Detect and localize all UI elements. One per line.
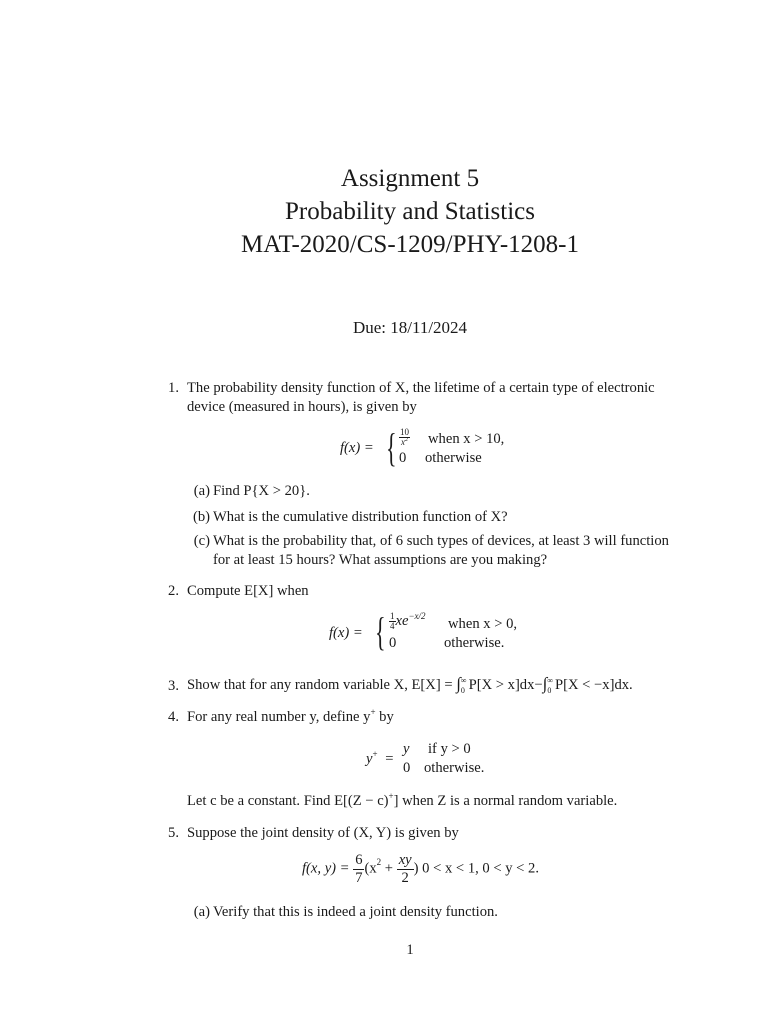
assignment-title: Assignment 5 — [340, 165, 480, 192]
problem-1-part-a-label: (a) — [193, 483, 210, 499]
problem-5-part-a-label: (a) — [193, 904, 210, 920]
expression: xe — [395, 613, 409, 629]
problem-4-case-1-value: y — [403, 741, 410, 757]
problem-1-number: 1. — [168, 380, 179, 396]
fraction-coefficient: $\frac{6}{7}$ — [355, 852, 363, 886]
problem-4-case-2-condition: otherwise. — [424, 760, 485, 776]
due-date: Due: 18/11/2024 — [352, 318, 468, 337]
integral-sign: ∫ — [456, 674, 461, 693]
problem-4-case-1-condition: if y > 0 — [428, 741, 471, 757]
left-brace: { — [375, 609, 386, 654]
problem-3-statement — [187, 674, 633, 696]
fraction-xy: $\frac{xy}{2}$ — [398, 852, 412, 886]
fraction-denominator: 4 — [390, 621, 395, 632]
problem-1-case-1-condition: when x > 10, — [428, 431, 505, 447]
problem-1-part-a-text: Find P{X > 20}. — [213, 483, 310, 499]
problem-4-number: 4. — [168, 709, 179, 725]
problem-1-line-2: device (measured in hours), is given by — [187, 399, 417, 415]
term-1: P[X > x]dx− — [468, 677, 543, 693]
equation-lhs: f(x) = — [340, 440, 374, 456]
course-name: Probability and Statistics — [285, 198, 535, 225]
problem-2-statement: Compute E[X] when — [187, 583, 309, 599]
fraction-numerator: 10 — [400, 427, 409, 438]
integral-sign: ∫ — [542, 674, 548, 693]
problem-2-equation-lhs — [329, 624, 363, 643]
problem-5-equation: f(x, y) = $\frac{6}{7}$ ($x^2$ + $\frac{xy}{2}$ ) 0 < x < 1, 0 < y < 2. — [302, 852, 540, 886]
problem-1-line-1: The probability density function of X, the lifetime of a certain type of electronic — [187, 380, 655, 396]
problem-1-part-c-label: (c) — [193, 533, 210, 549]
problem-1-equation-lhs — [340, 439, 374, 458]
problem-2-case-2-value: 0 — [389, 635, 397, 651]
equation-lhs: f(x) = — [329, 625, 363, 641]
fraction-numerator: 1 — [390, 611, 395, 622]
integral-limits: ∞ 0 — [547, 675, 554, 695]
problem-4-followup: Let c be a constant. Find E[(Z − c)+] when Z is a normal random variable. — [187, 791, 618, 809]
fraction-denominator: $x^2$ — [401, 437, 408, 448]
part-c-line-1: What is the probability that, of 6 such types of devices, at least 3 will function — [213, 533, 669, 549]
problem-4-equation-lhs: y+ = — [366, 749, 394, 767]
problem-3-prefix: Show that for any random variable X, E[X] = — [187, 677, 453, 693]
problem-5-part-a-text: Verify that this is indeed a joint density function. — [213, 904, 498, 920]
problem-4-case-2-value: 0 — [403, 760, 411, 776]
exponent: −x/2 — [408, 611, 426, 622]
part-c-line-2: for at least 15 hours? What assumptions are you making? — [213, 552, 548, 568]
left-brace: { — [386, 425, 397, 470]
problem-2-case-2-condition: otherwise. — [444, 635, 505, 651]
problem-3-number: 3. — [168, 678, 179, 694]
problem-1-case-1-value — [399, 428, 410, 447]
problem-1-part-b-text: What is the cumulative distribution function of X? — [213, 509, 508, 525]
problem-5-number: 5. — [168, 825, 179, 841]
problem-5-statement: Suppose the joint density of (X, Y) is given by — [187, 825, 459, 841]
page-number: 1 — [406, 942, 414, 958]
problem-1-statement — [187, 379, 707, 417]
problem-2-number: 2. — [168, 583, 179, 599]
problem-1-part-b-label: (b) — [192, 509, 210, 525]
course-codes: MAT-2020/CS-1209/PHY-1208-1 — [240, 231, 579, 258]
problem-1-case-2-condition: otherwise — [425, 450, 482, 466]
problem-4-statement: For any real number y, define y+ by — [187, 707, 394, 725]
term-2: P[X < −x]dx. — [555, 677, 633, 693]
integral-limits: ∞ 0 — [460, 675, 467, 695]
problem-2-case-1-value — [389, 612, 426, 631]
problem-1-case-2-value: 0 — [399, 450, 407, 466]
problem-2-case-1-condition: when x > 0, — [448, 616, 518, 632]
problem-1-part-c-text — [213, 532, 693, 570]
